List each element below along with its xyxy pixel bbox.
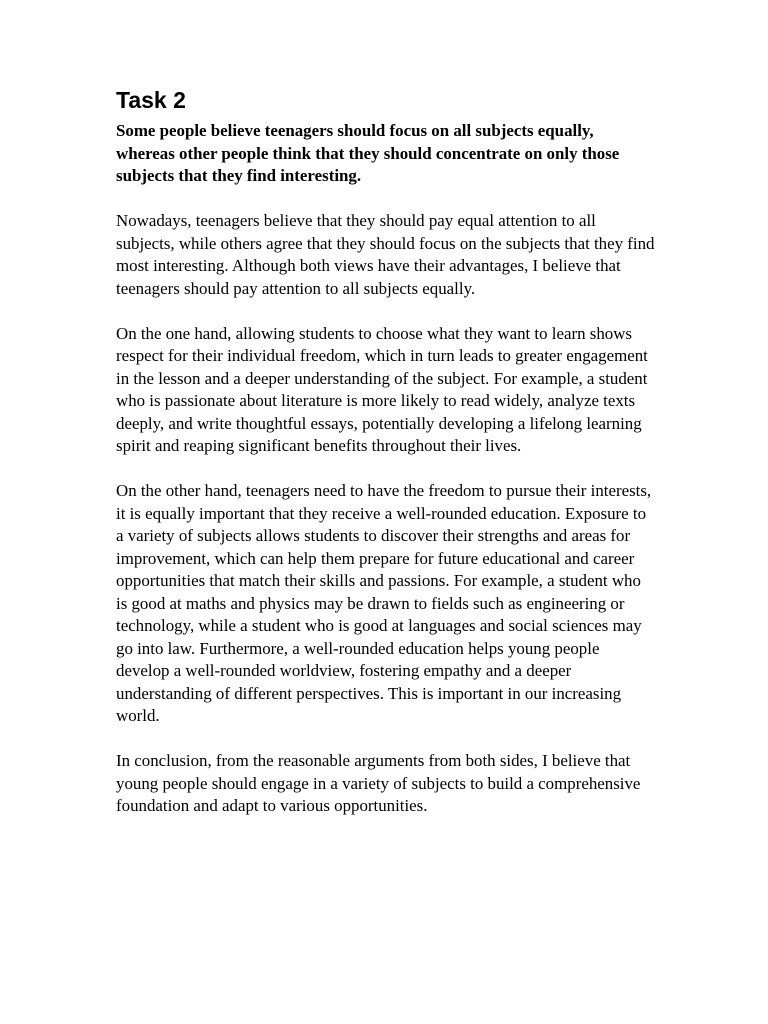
paragraph-conclusion: In conclusion, from the reasonable arguments from both sides, I believe that young people should engage in a variety of subjects to build a comprehensive foundation and adapt to various opportunities. xyxy=(116,751,641,815)
task-prompt: Some people believe teenagers should focus on all subjects equally, whereas other people think that they should concentrate on only those subjects that they find interesting. xyxy=(116,121,620,185)
document-title: Task 2 xyxy=(116,87,186,113)
paragraph-body-one: On the one hand, allowing students to choose what they want to learn shows respect for their individual freedom, which in turn leads to greater engagement in the lesson and a deeper understanding of the subject. For example, a student who is passionate about literature is more likely to read widely, analyze texts deeply, and write thoughtful essays, potentially developing a lifelong learning spirit and reaping significant benefits throughout their lives. xyxy=(116,323,648,455)
document-page xyxy=(116,86,656,840)
paragraph-introduction: Nowadays, teenagers believe that they should pay equal attention to all subjects, while others agree that they should focus on the subjects that they find most interesting. Although both views have their advantages, I believe that teenagers should pay attention to all subjects equally. xyxy=(116,211,655,298)
paragraph-body-two: On the other hand, teenagers need to have the freedom to pursue their interests, it is equally important that they receive a well-rounded education. Exposure to a variety of subjects allows students to discover their strengths and areas for improvement, which can help them prepare for future educational and career opportunities that match their skills and passions. For example, a student who is good at maths and physics may be drawn to fields such as engineering or technology, while a student who is good at languages and social sciences may go into law. Furthermore, a well-rounded education helps young people develop a well-rounded worldview, fostering empathy and a deeper understanding of different perspectives. This is important in our increasing world. xyxy=(116,481,652,725)
